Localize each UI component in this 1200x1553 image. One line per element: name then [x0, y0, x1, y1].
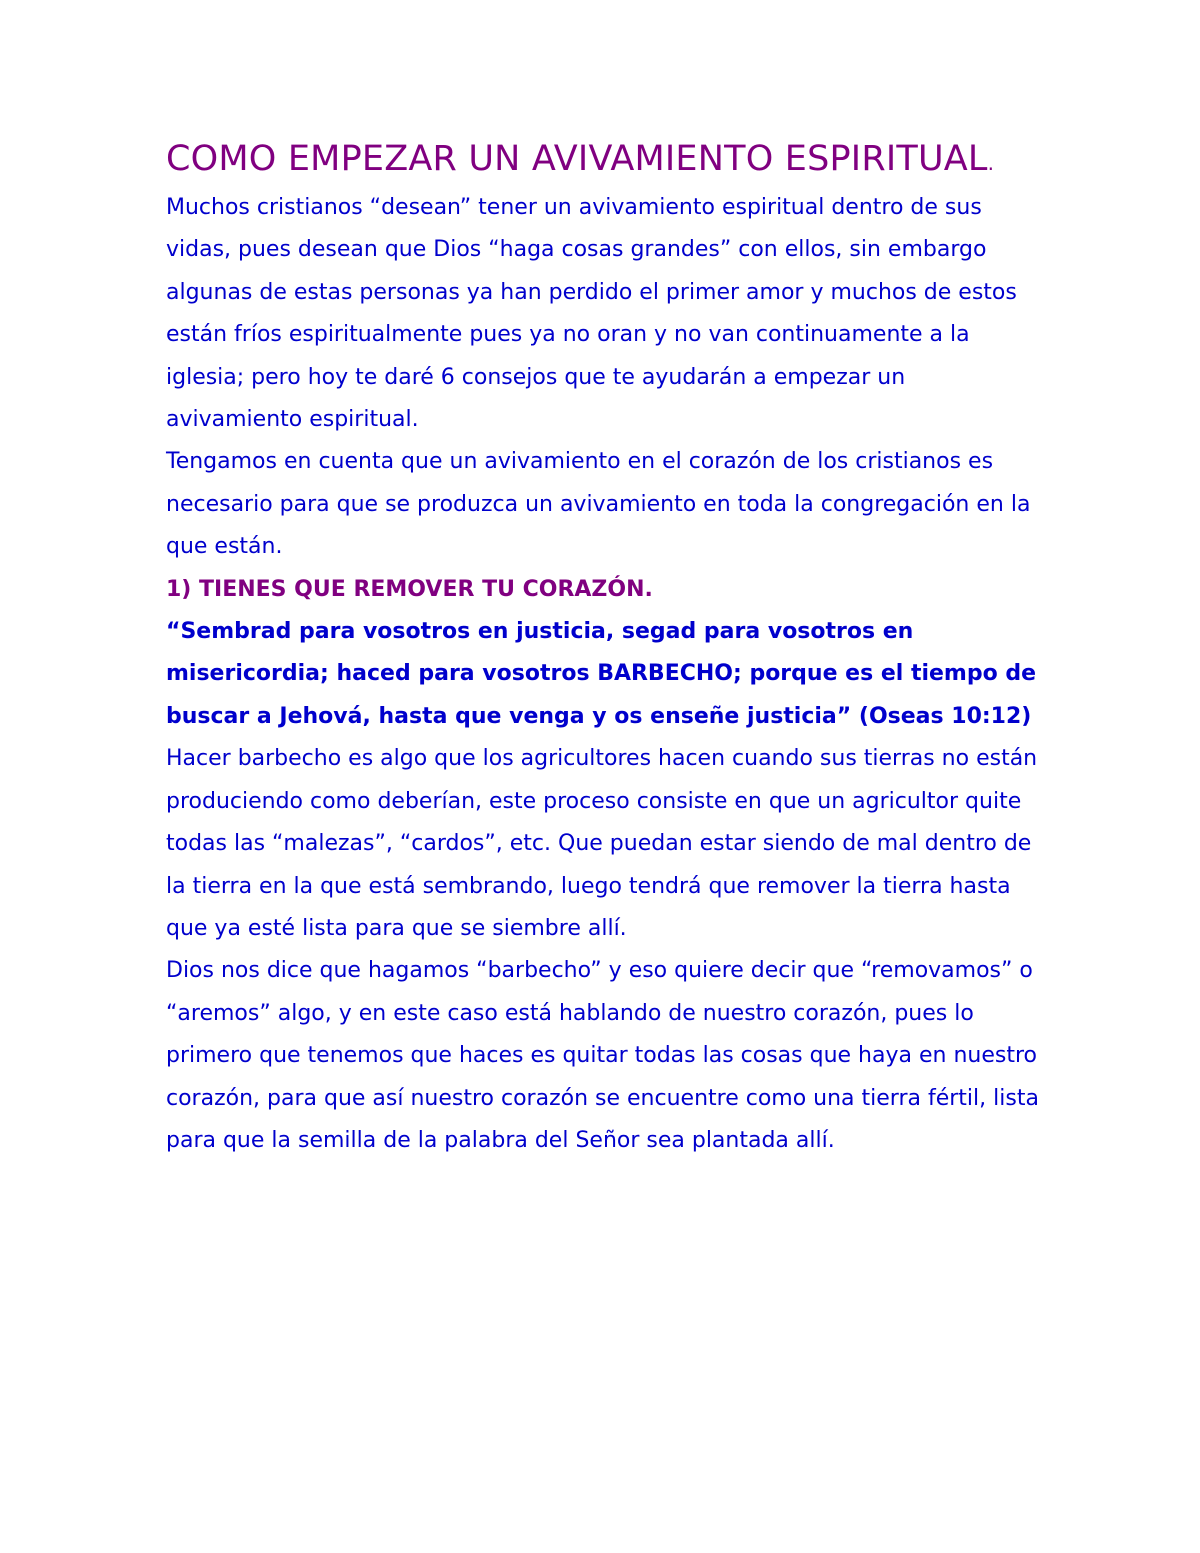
second-paragraph: Tengamos en cuenta que un avivamiento en el corazón de los cristianos es necesario para que se produzca un avivamiento en toda la congregación en la que están. [166, 449, 1031, 560]
document-page [166, 138, 1046, 1162]
barbecho-paragraph: Hacer barbecho es algo que los agricultores hacen cuando sus tierras no están produciendo como deberían, este proceso consiste en que un agricultor quite todas las “malezas”, “cardos”, etc. Que puedan estar siendo de mal dentro de la tierra en la que está sembrando, luego tendrá que remover la tierra hasta que ya esté lista para que se siembre allí. [166, 746, 1038, 941]
dios-paragraph: Dios nos dice que hagamos “barbecho” y eso quiere decir que “removamos” o “aremos” algo, y en este caso está hablando de nuestro corazón, pues lo primero que tenemos que haces es quitar todas las cosas que haya en nuestro corazón, para que así nuestro corazón se encuentre como una tierra fértil, lista para que la semilla de la palabra del Señor sea plantada allí. [166, 958, 1039, 1153]
title-period: . [987, 151, 995, 175]
title-text: COMO EMPEZAR UN AVIVAMIENTO ESPIRITUAL [166, 139, 988, 179]
intro-paragraph: Muchos cristianos “desean” tener un avivamiento espiritual dentro de sus vidas, pues desean que Dios “haga cosas grandes” con ellos, sin embargo algunas de estas personas ya han perdido el primer amor y muchos de estos están fríos espiritualmente pues ya no oran y no van continuamente a la iglesia; pero hoy te daré 6 consejos que te ayudarán a empezar un avivamiento espiritual. [166, 195, 1017, 433]
bible-verse: “Sembrad para vosotros en justicia, segad para vosotros en misericordia; haced para vosotros BARBECHO; porque es el tiempo de buscar a Jehová, hasta que venga y os enseñe justicia” (Oseas 10:12) [166, 619, 1037, 729]
section-heading: 1) TIENES QUE REMOVER TU CORAZÓN. [166, 576, 653, 602]
document-title [166, 138, 1046, 185]
